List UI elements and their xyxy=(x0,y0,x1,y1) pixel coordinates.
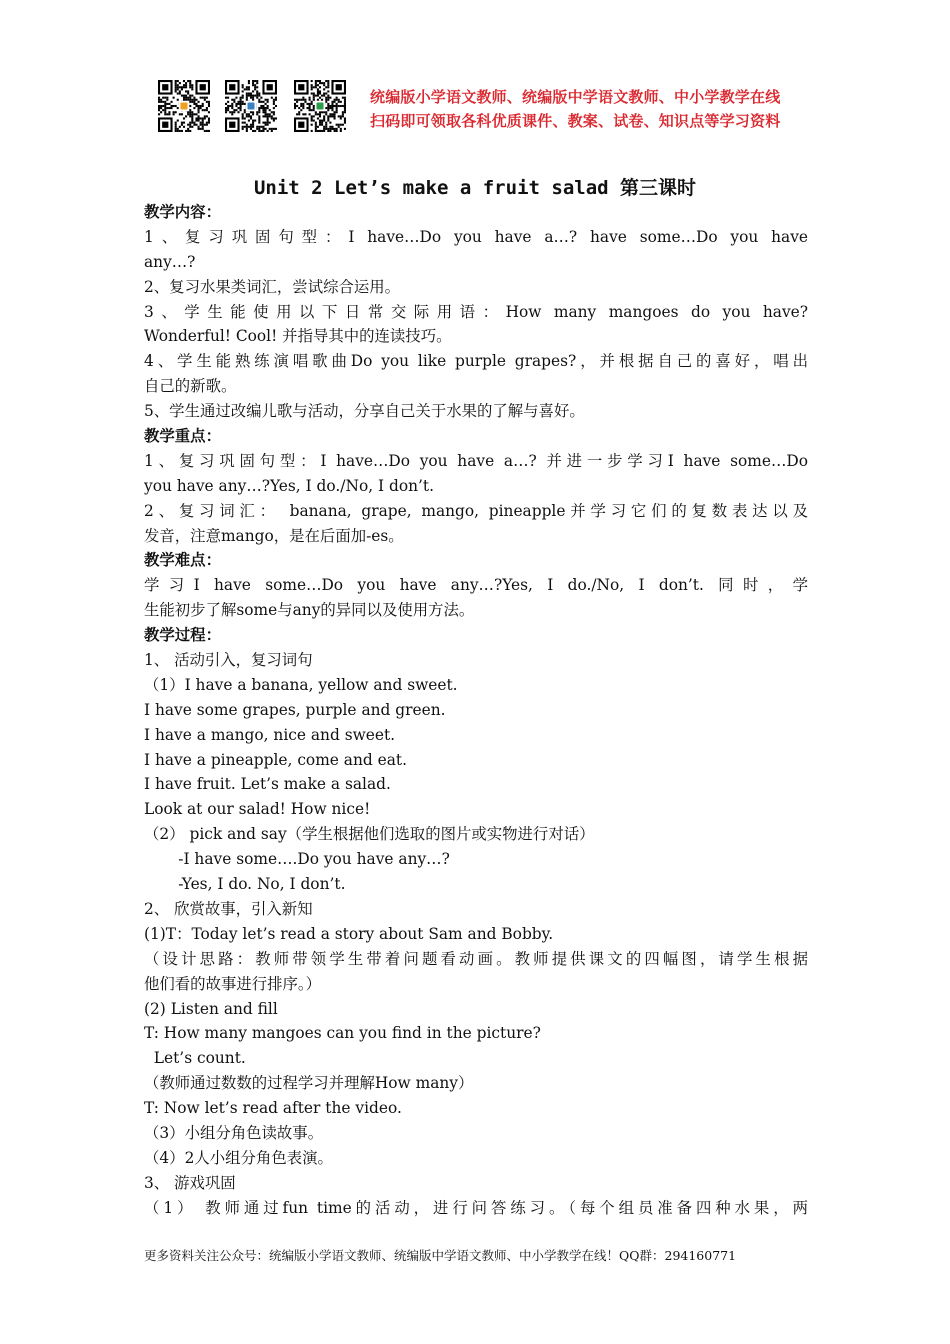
text-line: 1、复习巩固句型：I have…Do you have a…? have some…Do you have xyxy=(144,227,808,246)
text-line: Look at our salad! How nice! xyxy=(144,800,371,819)
section-heading: 教学过程： xyxy=(144,626,221,645)
text-line: I have fruit. Let’s make a salad. xyxy=(144,775,391,794)
text-line: （3）小组分角色读故事。 xyxy=(144,1123,324,1142)
section-heading: 教学内容： xyxy=(144,203,221,221)
text-line: Let’s count. xyxy=(144,1049,246,1068)
text-line: -Yes, I do. No, I don’t. xyxy=(144,875,346,894)
text-line: (2) Listen and fill xyxy=(144,999,278,1018)
qr-code-icon xyxy=(294,80,346,132)
title-lesson: 第三课时 xyxy=(620,177,697,199)
text-line: （4）2人小组分角色表演。 xyxy=(144,1148,333,1167)
text-line: any…? xyxy=(144,252,196,271)
text-line: T: Now let’s read after the video. xyxy=(144,1099,402,1118)
text-line: （设计思路：教师带领学生带着问题看动画。教师提供课文的四幅图，请学生根据 xyxy=(144,949,808,968)
text-line: T: How many mangoes can you find in the picture? xyxy=(144,1024,541,1043)
text-line: （2） pick and say（学生根据他们选取的图片或实物进行对话） xyxy=(144,825,595,844)
text-line: 生能初步了解some与any的异同以及使用方法。 xyxy=(144,601,475,620)
text-line: (1)T：Today let’s read a story about Sam and Bobby. xyxy=(144,924,554,943)
text-line: 2、复习词汇： banana, grape, mango, pineapple并学习它们的复数表达以及 xyxy=(144,501,808,520)
text-line: -I have some….Do you have any…? xyxy=(144,850,450,869)
page-title xyxy=(0,173,950,200)
text-line: 3、 游戏巩固 xyxy=(144,1173,236,1192)
section-heading: 教学重点： xyxy=(144,427,221,446)
text-line: 2、复习水果类词汇，尝试综合运用。 xyxy=(144,277,401,296)
qr-code-icon xyxy=(225,80,277,132)
qr-code-icon xyxy=(158,80,210,132)
text-line: 1、复习巩固句型：I have…Do you have a…? 并进一步学习I have some…Do xyxy=(144,451,808,470)
text-line: 他们看的故事进行排序。） xyxy=(144,974,321,993)
text-line: 发音，注意mango，是在后面加-es。 xyxy=(144,526,404,545)
text-line: 3、学生能使用以下日常交际用语：How many mangoes do you have? xyxy=(144,302,808,321)
title-main: Unit 2 Let’s make a fruit salad xyxy=(253,177,621,199)
text-line: 学习I have some…Do you have any…?Yes, I do./No, I don’t. 同时，学 xyxy=(144,576,808,595)
footer-note: 更多资料关注公众号：统编版小学语文教师、统编版中学语文教师、中小学教学在线！QQ群：294160771 xyxy=(144,1248,737,1263)
text-line: you have any…?Yes, I do./No, I don’t. xyxy=(144,476,434,495)
section-heading: 教学难点： xyxy=(144,551,221,570)
text-line: Wonderful! Cool! 并指导其中的连读技巧。 xyxy=(144,327,452,346)
text-line: 自己的新歌。 xyxy=(144,377,237,396)
banner-line-1: 统编版小学语文教师、统编版中学语文教师、中小学教学在线 xyxy=(370,88,781,106)
banner-line-2: 扫码即可领取各科优质课件、教案、试卷、知识点等学习资料 xyxy=(370,112,781,130)
text-line: 2、 欣赏故事，引入新知 xyxy=(144,899,313,918)
text-line: 5、学生通过改编儿歌与活动，分享自己关于水果的了解与喜好。 xyxy=(144,402,585,421)
text-line: （教师通过数数的过程学习并理解How many） xyxy=(144,1074,474,1093)
text-line: I have some grapes, purple and green. xyxy=(144,700,446,719)
text-line: I have a pineapple, come and eat. xyxy=(144,750,407,769)
text-line: 1、 活动引入，复习词句 xyxy=(144,651,313,670)
text-line: （1） 教师通过fun time的活动，进行问答练习。（每个组员准备四种水果，两 xyxy=(144,1198,808,1217)
text-line: （1）I have a banana, yellow and sweet. xyxy=(144,675,458,694)
document-body xyxy=(144,200,808,1221)
text-line: I have a mango, nice and sweet. xyxy=(144,725,396,744)
text-line: 4、学生能熟练演唱歌曲Do you like purple grapes?，并根据自己的喜好，唱出 xyxy=(144,352,808,371)
